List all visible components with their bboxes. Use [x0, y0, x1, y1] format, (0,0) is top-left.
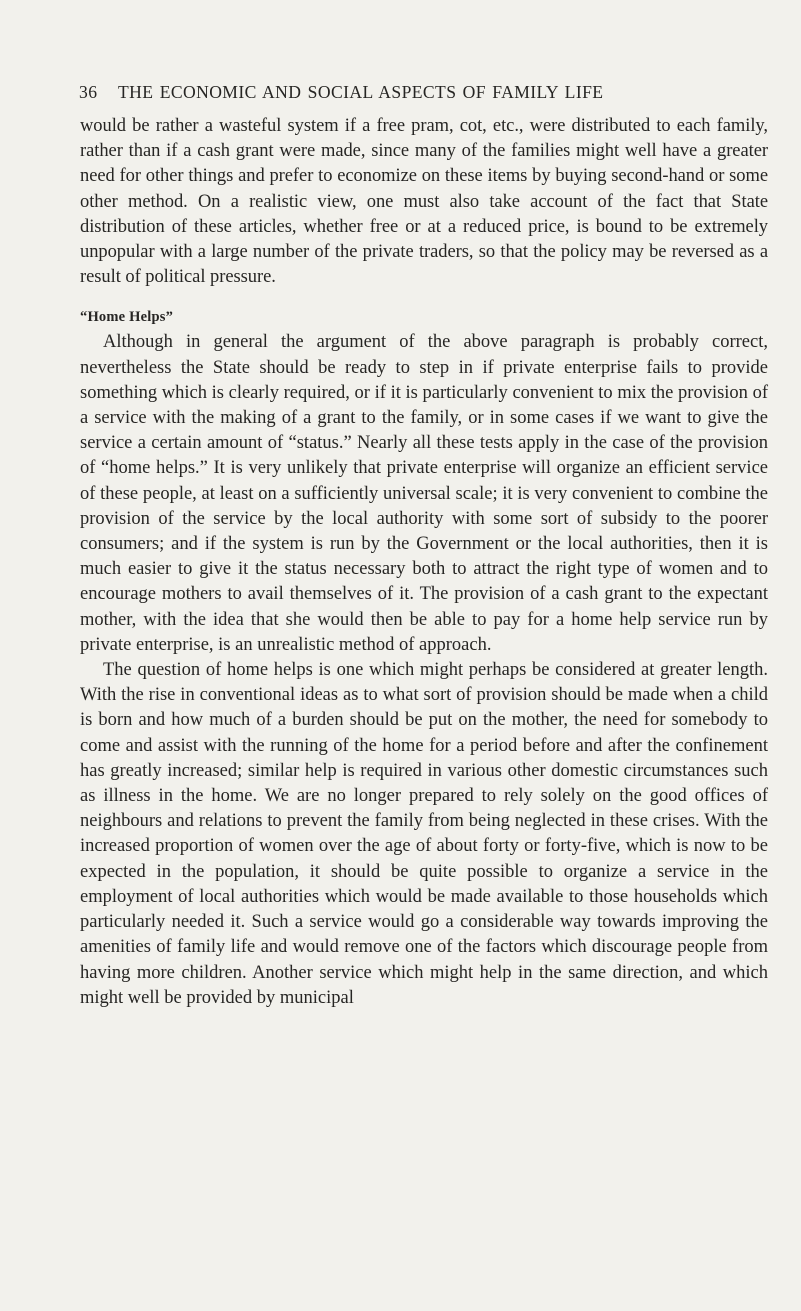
running-title: THE ECONOMIC AND SOCIAL ASPECTS OF FAMILY LIFE [118, 82, 604, 102]
page-number: 36 [79, 82, 98, 102]
running-head [80, 74, 768, 114]
paragraph-continued: would be rather a wasteful system if a free pram, cot, etc., were distributed to each family, rather than if a cash grant were made, since many of the families might well have a greater need for other things and prefer to economize on these items by buying second-hand or some other method. On a realistic view, one must also take account of the fact that State distribution of these articles, whether free or at a reduced price, is bound to be extremely unpopular with a large number of the private traders, so that the policy may be reversed as a result of political pressure. [80, 116, 768, 288]
paragraph-home-helps-question: The question of home helps is one which might perhaps be considered at greater length. With the rise in conventional ideas as to what sort of provision should be made when a child is born and how much of a burden should be put on the mother, the need for somebody to come and assist with the running of the home for a period before and after the confinement has greatly increased; similar help is required in various other domestic circumstances such as illness in the home. We are no longer prepared to rely solely on the good offices of neighbours and relations to prevent the family from being neglected in these crises. With the increased proportion of women over the age of about forty or forty-five, which is now to be expected in the population, it should be quite possible to organize a service in the employment of local authorities which would be made available to those households which particularly needed it. Such a service would go a considerable way towards improving the amenities of family life and would remove one of the factors which discourage people from having more children. Another service which might help in the same direction, and which might well be provided by municipal [80, 660, 768, 1008]
paragraph-home-helps-argument: Although in general the argument of the above paragraph is probably correct, nevertheless the State should be ready to step in if private enterprise fails to provide something which is clearly required, or if it is particularly convenient to mix the provision of a service with the making of a grant to the family, or in some cases if we want to give the service a certain amount of “status.” Nearly all these tests apply in the case of the provision of “home helps.” It is very unlikely that private enterprise will organize an efficient service of these people, at least on a sufficiently universal scale; it is very convenient to combine the provision of the service by the local authority with some sort of subsidy to the poorer consumers; and if the system is run by the Government or the local authorities, then it is much easier to give it the status necessary both to attract the right type of women and to encourage mothers to avail themselves of it. The provision of a cash grant to the expectant mother, with the idea that she would then be able to pay for a home help service run by private enterprise, is an unrealistic method of approach. [80, 332, 768, 655]
section-heading-home-helps: “Home Helps” [80, 309, 174, 326]
